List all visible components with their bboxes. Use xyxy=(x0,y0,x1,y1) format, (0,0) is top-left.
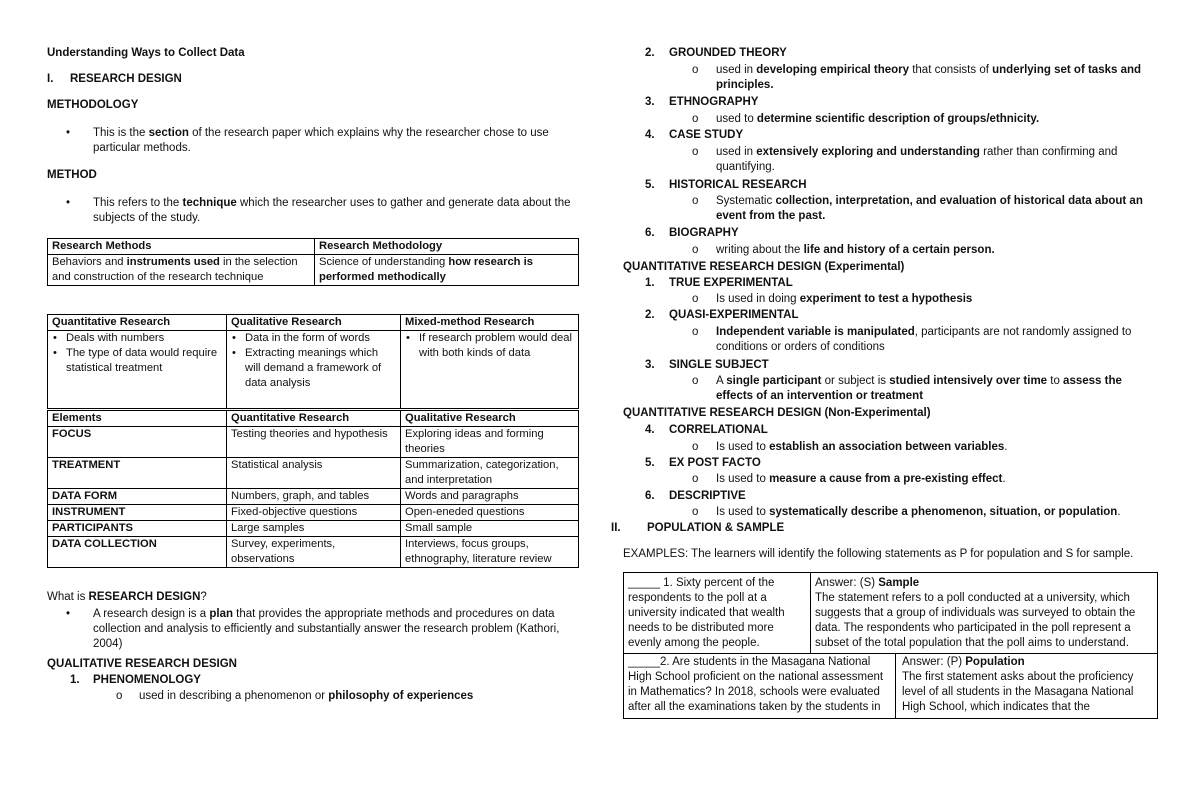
item-number: 2. xyxy=(645,309,655,321)
item-title: HISTORICAL RESEARCH xyxy=(669,179,807,191)
method-heading: METHOD xyxy=(47,169,97,181)
table-cell: PARTICIPANTS xyxy=(48,521,227,537)
circle-bullet-icon: o xyxy=(692,326,699,338)
item-title: DESCRIPTIVE xyxy=(669,490,746,502)
example-2-answer: Answer: (P) Population xyxy=(902,656,1025,668)
item-number: 5. xyxy=(645,457,655,469)
quantitative-experimental-heading: QUANTITATIVE RESEARCH DESIGN (Experimental) xyxy=(623,261,905,273)
item-description: Is used in doing experiment to test a hypothesis xyxy=(716,293,973,305)
document-title: Understanding Ways to Collect Data xyxy=(47,47,245,59)
table-cell: Interviews, focus groups, ethnography, literature review xyxy=(401,537,579,568)
quantitative-nonexperimental-heading: QUANTITATIVE RESEARCH DESIGN (Non-Experimental) xyxy=(623,407,931,419)
table-cell: Words and paragraphs xyxy=(401,489,579,505)
table-cell: DATA FORM xyxy=(48,489,227,505)
item-title: GROUNDED THEORY xyxy=(669,47,787,59)
item-description: used to determine scientific description of groups/ethnicity. xyxy=(716,113,1040,125)
research-design-definition: A research design is a plan that provides the appropriate methods and procedures on data collection and analysis to efficiently and substantially answer the research problem (Kathori, 2004) xyxy=(93,608,560,650)
item-number: 3. xyxy=(645,359,655,371)
item-title: CORRELATIONAL xyxy=(669,424,768,436)
item-description: Is used to establish an association between variables. xyxy=(716,441,1008,453)
research-types-table xyxy=(47,314,579,409)
example-2-question: _____2. Are students in the Masagana National High School proficient on the national assessment in Mathematics? In 2018, schools were evaluated after all the examinations taken by the students in xyxy=(628,656,884,713)
table-cell: DATA COLLECTION xyxy=(48,537,227,568)
table-cell xyxy=(401,331,579,409)
item-number: 4. xyxy=(645,129,655,141)
examples-box xyxy=(623,572,1158,719)
item-description: writing about the life and history of a certain person. xyxy=(716,244,995,256)
examples-instructions: EXAMPLES: The learners will identify the following statements as P for population and S for sample. xyxy=(623,548,1134,560)
table-cell: TREATMENT xyxy=(48,458,227,489)
item-title: PHENOMENOLOGY xyxy=(93,674,201,686)
item-description: Systematic collection, interpretation, and evaluation of historical data about an event from the past. xyxy=(716,195,1143,222)
list-item: • The type of data would require statistical treatment xyxy=(52,346,222,376)
elements-comparison-table xyxy=(47,410,579,568)
table-cell: Statistical analysis xyxy=(227,458,401,489)
table-cell: Large samples xyxy=(227,521,401,537)
item-description: A single participant or subject is studied intensively over time to assess the effects of an intervention or treatment xyxy=(716,375,1122,402)
item-number: 6. xyxy=(645,227,655,239)
circle-bullet-icon: o xyxy=(692,113,699,125)
table-header: Research Methodology xyxy=(315,239,579,255)
table-cell: Small sample xyxy=(401,521,579,537)
list-item: • Extracting meanings which will demand a framework of data analysis xyxy=(231,346,396,391)
table-cell: Exploring ideas and forming theories xyxy=(401,427,579,458)
table-cell: INSTRUMENT xyxy=(48,505,227,521)
table-cell: Testing theories and hypothesis xyxy=(227,427,401,458)
item-description: used in extensively exploring and understanding rather than confirming and quantifying. xyxy=(716,146,1118,173)
item-number: 1. xyxy=(70,674,80,686)
item-title: EX POST FACTO xyxy=(669,457,761,469)
item-description: used in describing a phenomenon or philosophy of experiences xyxy=(139,690,474,702)
methodology-text: This is the section of the research paper which explains why the researcher chose to use particular methods. xyxy=(93,127,549,154)
item-number: 4. xyxy=(645,424,655,436)
item-title: BIOGRAPHY xyxy=(669,227,739,239)
list-item: • Data in the form of words xyxy=(231,331,396,346)
item-description: Is used to measure a cause from a pre-existing effect. xyxy=(716,473,1006,485)
list-item: • Deals with numbers xyxy=(52,331,222,346)
circle-bullet-icon: o xyxy=(692,473,699,485)
table-header: Mixed-method Research xyxy=(401,315,579,331)
table-header: Quantitative Research xyxy=(227,411,401,427)
table-cell: Fixed-objective questions xyxy=(227,505,401,521)
example-1-answer: Answer: (S) Sample xyxy=(815,577,920,589)
bullet-icon: • xyxy=(66,608,71,620)
table-header: Elements xyxy=(48,411,227,427)
table-cell: Behaviors and instruments used in the selection and construction of the research technique xyxy=(48,255,315,286)
circle-bullet-icon: o xyxy=(692,146,699,158)
bullet-icon: • xyxy=(66,127,71,139)
item-title: SINGLE SUBJECT xyxy=(669,359,769,371)
item-number: 6. xyxy=(645,490,655,502)
item-number: 2. xyxy=(645,47,655,59)
circle-bullet-icon: o xyxy=(692,375,699,387)
circle-bullet-icon: o xyxy=(692,64,699,76)
item-title: ETHNOGRAPHY xyxy=(669,96,759,108)
circle-bullet-icon: o xyxy=(116,690,123,702)
what-is-research-design: What is RESEARCH DESIGN? xyxy=(47,591,207,603)
section-2-title: POPULATION & SAMPLE xyxy=(647,522,785,534)
item-number: 1. xyxy=(645,277,655,289)
table-header: Qualitative Research xyxy=(227,315,401,331)
bullet-icon: • xyxy=(66,197,71,209)
example-2-explanation: The first statement asks about the proficiency level of all students in the Masagana National High School, which indicates that the xyxy=(902,671,1134,713)
section-1-title: RESEARCH DESIGN xyxy=(70,73,182,85)
circle-bullet-icon: o xyxy=(692,506,699,518)
item-number: 5. xyxy=(645,179,655,191)
item-description: Independent variable is manipulated, participants are not randomly assigned to conditions or orders of conditions xyxy=(716,326,1132,353)
section-1-number: I. xyxy=(47,73,54,85)
item-description: used in developing empirical theory that consists of underlying set of tasks and principles. xyxy=(716,64,1142,91)
item-number: 3. xyxy=(645,96,655,108)
table-cell: Science of understanding how research is performed methodically xyxy=(315,255,579,286)
circle-bullet-icon: o xyxy=(692,293,699,305)
item-title: CASE STUDY xyxy=(669,129,744,141)
method-text: This refers to the technique which the researcher uses to gather and generate data about the subjects of the study. xyxy=(93,197,571,224)
table-cell xyxy=(227,331,401,409)
table-header: Research Methods xyxy=(48,239,315,255)
table-cell: Numbers, graph, and tables xyxy=(227,489,401,505)
table-cell: Survey, experiments, observations xyxy=(227,537,401,568)
table-cell xyxy=(48,331,227,409)
qualitative-design-heading: QUALITATIVE RESEARCH DESIGN xyxy=(47,658,237,670)
methodology-heading: METHODOLOGY xyxy=(47,99,139,111)
circle-bullet-icon: o xyxy=(692,441,699,453)
example-1-question: _____ 1. Sixty percent of the respondents to the poll at a university indicated that wealth needs to be distributed more evenly among the people. xyxy=(628,577,785,649)
methods-vs-methodology-table xyxy=(47,238,579,286)
table-cell: FOCUS xyxy=(48,427,227,458)
example-1-explanation: The statement refers to a poll conducted at a university, which suggests that a group of individuals was surveyed to obtain the data. The respondents who participated in the poll represent a subset of the total population that the poll aims to understand. xyxy=(815,592,1136,649)
circle-bullet-icon: o xyxy=(692,244,699,256)
table-header: Qualitative Research xyxy=(401,411,579,427)
table-cell: Summarization, categorization, and interpretation xyxy=(401,458,579,489)
item-title: TRUE EXPERIMENTAL xyxy=(669,277,793,289)
item-title: QUASI-EXPERIMENTAL xyxy=(669,309,799,321)
circle-bullet-icon: o xyxy=(692,195,699,207)
list-item: • If research problem would deal with both kinds of data xyxy=(405,331,574,361)
section-2-number: II. xyxy=(611,522,621,534)
item-description: Is used to systematically describe a phenomenon, situation, or population. xyxy=(716,506,1121,518)
table-header: Quantitative Research xyxy=(48,315,227,331)
table-cell: Open-eneded questions xyxy=(401,505,579,521)
